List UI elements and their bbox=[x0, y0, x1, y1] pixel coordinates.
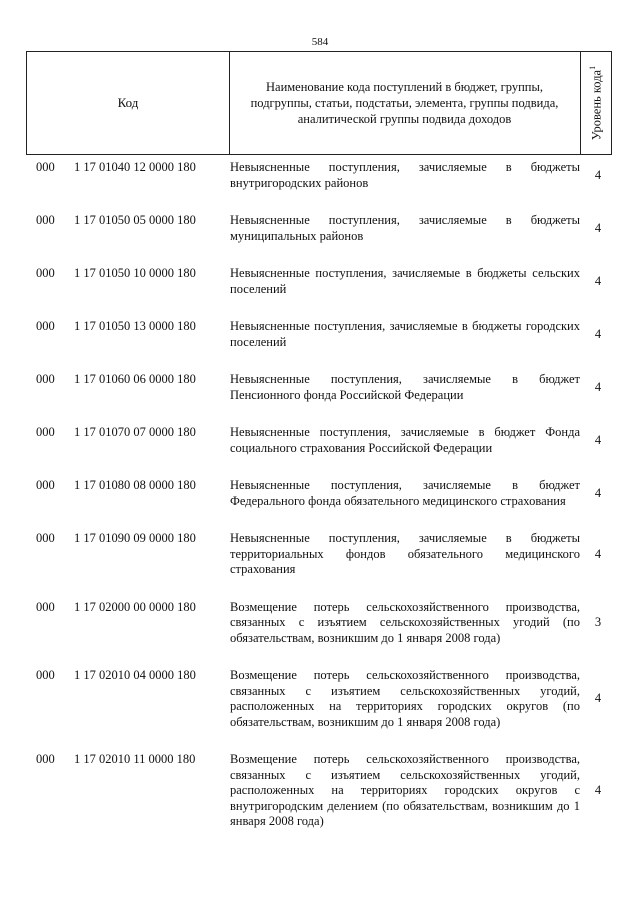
table-header bbox=[26, 51, 612, 155]
cell-level: 4 bbox=[594, 326, 602, 341]
page-number: 584 bbox=[311, 36, 329, 48]
table-row bbox=[26, 478, 612, 509]
cell-name: Невыясненные поступления, зачисляемые в бюджеты территориальных фондов обязательного медицинского страхования bbox=[230, 531, 580, 576]
cell-prefix: 000 bbox=[36, 531, 55, 545]
cell-name: Невыясненные поступления, зачисляемые в бюджет Пенсионного фонда Российской Федерации bbox=[230, 372, 580, 402]
header-name: Наименование кода поступлений в бюджет, группы, подгруппы, статьи, подстатьи, элемента, группы подвида, аналитической группы подвида доходов bbox=[229, 52, 581, 154]
cell-code: 1 17 01060 06 0000 180 bbox=[74, 372, 196, 386]
cell-level: 4 bbox=[594, 783, 602, 797]
cell-level: 4 bbox=[594, 691, 602, 706]
cell-name: Возмещение потерь сельскохозяйственного производства, связанных с изъятием сельскохозяйственных угодий (по обязательствам, возникшим до 1 января 2008 года) bbox=[230, 599, 580, 645]
cell-code: 1 17 02010 04 0000 180 bbox=[74, 668, 196, 682]
table-row bbox=[26, 531, 612, 578]
cell-name: Невыясненные поступления, зачисляемые в бюджет Фонда социального страхования Российской Федерации bbox=[230, 425, 580, 455]
cell-name: Невыясненные поступления, зачисляемые в бюджет Федерального фонда обязательного медицинского страхования bbox=[230, 478, 580, 508]
header-code: Код bbox=[27, 52, 230, 154]
cell-name: Невыясненные поступления, зачисляемые в бюджеты внутригородских районов bbox=[230, 160, 580, 190]
cell-code: 1 17 01040 12 0000 180 bbox=[74, 160, 196, 174]
table-row bbox=[26, 425, 612, 456]
table-row bbox=[26, 160, 612, 191]
table-row bbox=[26, 752, 612, 830]
cell-level: 4 bbox=[594, 379, 602, 394]
cell-prefix: 000 bbox=[36, 668, 55, 682]
table-row bbox=[26, 319, 612, 350]
cell-level: 4 bbox=[594, 220, 602, 235]
header-level bbox=[581, 52, 611, 154]
table-row bbox=[26, 372, 612, 403]
cell-level: 4 bbox=[594, 273, 602, 288]
cell-prefix: 000 bbox=[36, 752, 55, 766]
cell-code: 1 17 01050 10 0000 180 bbox=[74, 266, 196, 280]
table-row bbox=[26, 266, 612, 297]
cell-level: 3 bbox=[594, 615, 602, 629]
cell-level: 4 bbox=[594, 167, 602, 182]
cell-prefix: 000 bbox=[36, 425, 55, 439]
cell-level: 4 bbox=[594, 432, 602, 447]
table-row bbox=[26, 668, 612, 730]
cell-prefix: 000 bbox=[36, 319, 55, 333]
cell-name: Невыясненные поступления, зачисляемые в бюджеты сельских поселений bbox=[230, 266, 580, 296]
cell-code: 1 17 02000 00 0000 180 bbox=[74, 599, 196, 614]
cell-name: Невыясненные поступления, зачисляемые в бюджеты муниципальных районов bbox=[230, 213, 580, 243]
cell-code: 1 17 01080 08 0000 180 bbox=[74, 478, 196, 492]
cell-level: 4 bbox=[594, 546, 602, 561]
table-body bbox=[26, 160, 612, 852]
cell-name: Возмещение потерь сельскохозяйственного производства, связанных с изъятием сельскохозяйственных угодий, расположенных на территориях городских округов (по обязательствам, возникшим до 1 января 2008 года) bbox=[230, 668, 580, 729]
cell-code: 1 17 01090 09 0000 180 bbox=[74, 531, 196, 545]
cell-prefix: 000 bbox=[36, 160, 55, 174]
cell-code: 1 17 02010 11 0000 180 bbox=[74, 752, 196, 766]
table-row bbox=[26, 213, 612, 244]
cell-code: 1 17 01050 05 0000 180 bbox=[74, 213, 196, 227]
footnote-marker: 1 bbox=[587, 65, 597, 70]
cell-name: Невыясненные поступления, зачисляемые в бюджеты городских поселений bbox=[230, 319, 580, 349]
table-row bbox=[26, 600, 612, 647]
cell-prefix: 000 bbox=[36, 213, 55, 227]
header-level-label: Уровень кода bbox=[589, 69, 604, 141]
header-level-text bbox=[588, 66, 604, 140]
cell-code: 1 17 01050 13 0000 180 bbox=[74, 319, 196, 333]
cell-prefix: 000 bbox=[36, 599, 55, 614]
cell-level: 4 bbox=[594, 485, 602, 500]
cell-prefix: 000 bbox=[36, 372, 55, 386]
cell-code: 1 17 01070 07 0000 180 bbox=[74, 425, 196, 439]
cell-prefix: 000 bbox=[36, 266, 55, 280]
cell-prefix: 000 bbox=[36, 478, 55, 492]
cell-name: Возмещение потерь сельскохозяйственного производства, связанных с изъятием сельскохозяйственных угодий, расположенных на территориях городских округов с внутригородским делением (по обязательствам, возникшим до 1 января 2008 года) bbox=[230, 752, 580, 828]
